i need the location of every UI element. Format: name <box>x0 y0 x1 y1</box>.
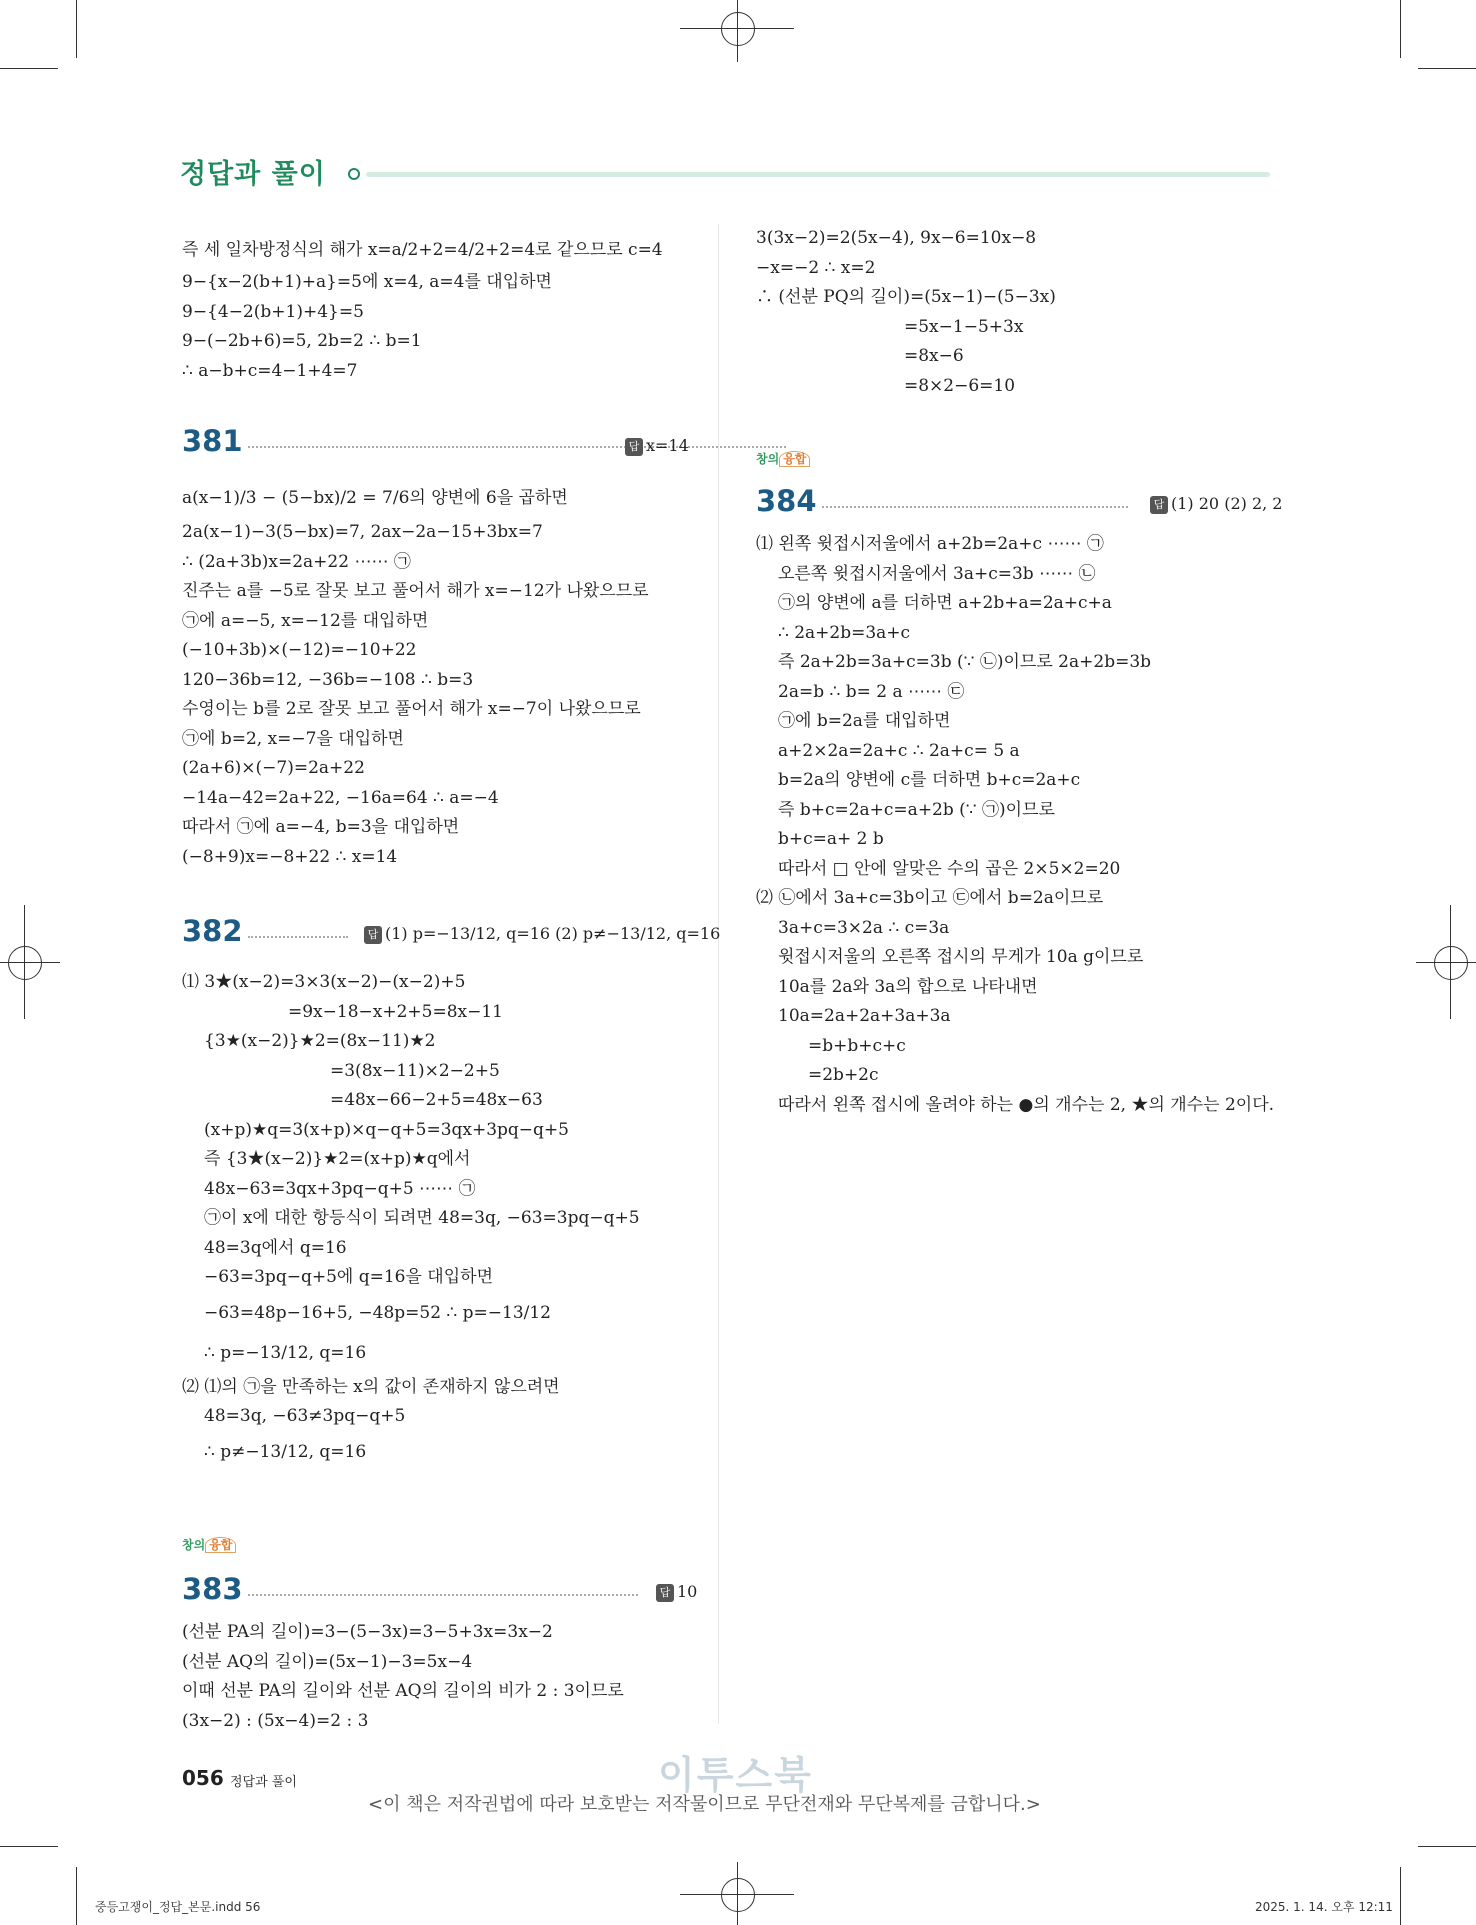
answer-383 <box>656 1582 697 1602</box>
registration-mark <box>721 12 755 46</box>
solution-line: ⑴ 왼쪽 윗접시저울에서 a+2b=2a+c ⋯⋯ ㉠ <box>756 534 1104 554</box>
registration-mark <box>8 946 42 980</box>
solution-line: 9−{4−2(b+1)+4}=5 <box>182 301 364 322</box>
solution-383 <box>182 1618 702 1736</box>
answer-381 <box>625 436 689 456</box>
solution-line: ∴ (선분 PQ의 길이)=(5x−1)−(5−3x) <box>756 287 1056 307</box>
answer-384 <box>1150 494 1282 514</box>
answer-text: x=14 <box>646 436 689 455</box>
solution-line: (3x−2) : (5x−4)=2 : 3 <box>182 1710 369 1731</box>
solution-line: ㉠에 a=−5, x=−12를 대입하면 <box>182 610 429 631</box>
solution-line: =48x−66−2+5=48x−63 <box>330 1090 543 1110</box>
solution-line: ⑵ ㉡에서 3a+c=3b이고 ㉢에서 b=2a이므로 <box>756 888 1104 908</box>
crop-mark <box>1418 68 1476 69</box>
dotted-leader <box>822 506 1128 508</box>
registration-mark <box>1416 962 1476 963</box>
title-dot-icon <box>348 168 360 180</box>
registration-mark <box>0 962 60 963</box>
solution-384 <box>756 530 1276 1120</box>
crop-mark <box>1418 1846 1476 1847</box>
print-slug-file: 중등고쟁이_정답_본문.indd 56 <box>95 1900 261 1914</box>
problem-number: 383 <box>182 1572 243 1606</box>
crop-mark <box>0 68 58 69</box>
solution-line: (x+p)★q=3(x+p)×q−q+5=3qx+3pq−q+5 <box>204 1119 569 1140</box>
page-title: 정답과 풀이 <box>180 159 326 190</box>
solution-line: (−8+9)x=−8+22 ∴ x=14 <box>182 846 398 867</box>
solution-line: ㉠에 b=2a를 대입하면 <box>778 711 951 731</box>
solution-line: 즉 2a+2b=3a+c=3b (∵ ㉡)이므로 2a+2b=3b <box>778 652 1152 672</box>
answer-text: (1) p=−13/12, q=16 (2) p≠−13/12, q=16 <box>385 924 721 943</box>
solution-line: =8x−6 <box>904 346 964 366</box>
solution-line: ⑵ ⑴의 ㉠을 만족하는 x의 값이 존재하지 않으려면 <box>182 1376 560 1397</box>
title-rule <box>366 172 1270 177</box>
solution-line: =b+b+c+c <box>808 1035 906 1056</box>
solution-line: (선분 PA의 길이)=3−(5−3x)=3−5+3x=3x−2 <box>182 1622 553 1642</box>
creative-tag: 창의 융합 <box>756 450 810 467</box>
solution-line: 10a를 2a와 3a의 합으로 나타내면 <box>778 976 1038 997</box>
solution-line: 48=3q에서 q=16 <box>204 1237 347 1258</box>
answer-badge-icon: 답 <box>625 438 643 456</box>
solution-line: ㉠의 양변에 a를 더하면 a+2b+a=2a+c+a <box>778 593 1112 613</box>
solution-line: 9−{x−2(b+1)+a}=5에 x=4, a=4를 대입하면 <box>182 272 552 292</box>
column-divider <box>718 224 719 1724</box>
answer-text: (1) 20 (2) 2, 2 <box>1171 494 1283 513</box>
solution-line: 120−36b=12, −36b=−108 ∴ b=3 <box>182 669 474 690</box>
solution-line: 따라서 □ 안에 알맞은 수의 곱은 2×5×2=20 <box>778 858 1121 879</box>
solution-line: 따라서 ㉠에 a=−4, b=3을 대입하면 <box>182 817 460 837</box>
solution-line: =3(8x−11)×2−2+5 <box>330 1060 500 1081</box>
solution-line: ∴ (2a+3b)x=2a+22 ⋯⋯ ㉠ <box>182 551 411 572</box>
answer-382 <box>364 924 720 944</box>
problem-381-header <box>182 424 696 464</box>
crop-mark <box>0 1846 58 1847</box>
left-column <box>182 232 692 386</box>
solution-line: {3★(x−2)}★2=(8x−11)★2 <box>204 1031 436 1051</box>
copyright-notice: <이 책은 저작권법에 따라 보호받는 저작물이므로 무단전재와 무단복제를 금합니다.> <box>368 1794 1041 1815</box>
page-number: 056 <box>182 1766 224 1790</box>
solution-line: =9x−18−x+2+5=8x−11 <box>288 1001 503 1022</box>
solution-line: 10a=2a+2a+3a+3a <box>778 1006 951 1026</box>
solution-line: ∴ a−b+c=4−1+4=7 <box>182 360 358 381</box>
solution-line: 따라서 왼쪽 접시에 올려야 하는 ●의 개수는 2, ★의 개수는 2이다. <box>778 1094 1275 1115</box>
solution-line: ∴ p≠−13/12, q=16 <box>204 1441 367 1462</box>
answer-badge-icon: 답 <box>1150 496 1168 514</box>
solution-line: (−10+3b)×(−12)=−10+22 <box>182 640 417 660</box>
solution-line: 48=3q, −63≠3pq−q+5 <box>204 1406 406 1426</box>
print-slug-date: 2025. 1. 14. 오후 12:11 <box>1255 1900 1393 1914</box>
answer-text: 10 <box>677 1582 698 1601</box>
solution-line: (2a+6)×(−7)=2a+22 <box>182 758 365 778</box>
solution-line: ∴ 2a+2b=3a+c <box>778 622 911 643</box>
registration-mark <box>721 1878 755 1912</box>
solution-line: 즉 세 일차방정식의 해가 x=a/2+2=4/2+2=4로 같으므로 c=4 <box>182 240 663 260</box>
solution-line: a+2×2a=2a+c ∴ 2a+c= 5 a <box>778 740 1020 761</box>
solution-line: b+c=a+ 2 b <box>778 829 884 849</box>
problem-384-header <box>756 484 1136 524</box>
footer-label: 정답과 풀이 <box>230 1775 297 1790</box>
crop-mark <box>1400 0 1401 58</box>
solution-line: 수영이는 b를 2로 잘못 보고 풀어서 해가 x=−7이 나왔으므로 <box>182 699 641 719</box>
solution-382 <box>182 968 702 1472</box>
crop-mark <box>76 1867 77 1925</box>
registration-mark <box>737 1862 738 1925</box>
answer-badge-icon: 답 <box>364 926 382 944</box>
solution-line: −x=−2 ∴ x=2 <box>756 257 876 278</box>
solution-line: 2a=b ∴ b= 2 a ⋯⋯ ㉢ <box>778 681 965 702</box>
publisher-watermark: 이투스북 <box>658 1753 813 1797</box>
solution-line: 9−(−2b+6)=5, 2b=2 ∴ b=1 <box>182 331 422 351</box>
right-column <box>756 224 1276 401</box>
solution-line: 오른쪽 윗접시저울에서 3a+c=3b ⋯⋯ ㉡ <box>778 563 1096 584</box>
solution-line: ∴ p=−13/12, q=16 <box>204 1342 367 1363</box>
solution-381 <box>182 478 702 872</box>
solution-line: =2b+2c <box>808 1065 879 1085</box>
dotted-leader <box>248 936 348 938</box>
solution-line: 48x−63=3qx+3pq−q+5 ⋯⋯ ㉠ <box>204 1178 476 1199</box>
registration-mark <box>1450 905 1451 1019</box>
creative-tag: 창의 융합 <box>182 1536 236 1553</box>
solution-line: 즉 b+c=2a+c=a+2b (∵ ㉠)이므로 <box>778 799 1055 820</box>
solution-line: a(x−1)/3 − (5−bx)/2 = 7/6의 양변에 6을 곱하면 <box>182 488 568 508</box>
solution-line: (선분 AQ의 길이)=(5x−1)−3=5x−4 <box>182 1651 473 1672</box>
problem-382-header <box>182 914 382 954</box>
solution-line: 3a+c=3×2a ∴ c=3a <box>778 917 950 938</box>
dotted-leader <box>248 446 786 448</box>
solution-line: 즉 {3★(x−2)}★2=(x+p)★q에서 <box>204 1149 471 1169</box>
solution-line: b=2a의 양변에 c를 더하면 b+c=2a+c <box>778 770 1081 790</box>
solution-line: ㉠에 b=2, x=−7을 대입하면 <box>182 728 404 749</box>
solution-line: 이때 선분 PA의 길이와 선분 AQ의 길이의 비가 2 : 3이므로 <box>182 1681 624 1701</box>
problem-number: 384 <box>756 484 817 518</box>
solution-line: =8×2−6=10 <box>904 375 1016 396</box>
solution-line: −63=3pq−q+5에 q=16을 대입하면 <box>204 1267 493 1287</box>
crop-mark <box>1400 1867 1401 1925</box>
registration-mark <box>737 0 738 62</box>
solution-line: 2a(x−1)−3(5−bx)=7, 2ax−2a−15+3bx=7 <box>182 522 543 542</box>
registration-mark <box>24 905 25 1019</box>
solution-line: −14a−42=2a+22, −16a=64 ∴ a=−4 <box>182 787 499 808</box>
solution-line: −63=48p−16+5, −48p=52 ∴ p=−13/12 <box>204 1302 551 1323</box>
solution-line: 3(3x−2)=2(5x−4), 9x−6=10x−8 <box>756 228 1037 248</box>
crop-mark <box>76 0 77 58</box>
solution-line: =5x−1−5+3x <box>904 316 1024 337</box>
dotted-leader <box>248 1594 638 1596</box>
solution-line: 윗접시저울의 오른쪽 접시의 무게가 10a g이므로 <box>778 947 1144 967</box>
problem-number: 381 <box>182 424 243 458</box>
solution-line: ㉠이 x에 대한 항등식이 되려면 48=3q, −63=3pq−q+5 <box>204 1208 640 1228</box>
problem-383-header <box>182 1572 642 1612</box>
answer-badge-icon: 답 <box>656 1584 674 1602</box>
solution-line: 진주는 a를 −5로 잘못 보고 풀어서 해가 x=−12가 나왔으므로 <box>182 581 649 601</box>
problem-number: 382 <box>182 914 243 948</box>
solution-line: ⑴ 3★(x−2)=3×3(x−2)−(x−2)+5 <box>182 972 466 992</box>
registration-mark <box>1434 946 1468 980</box>
